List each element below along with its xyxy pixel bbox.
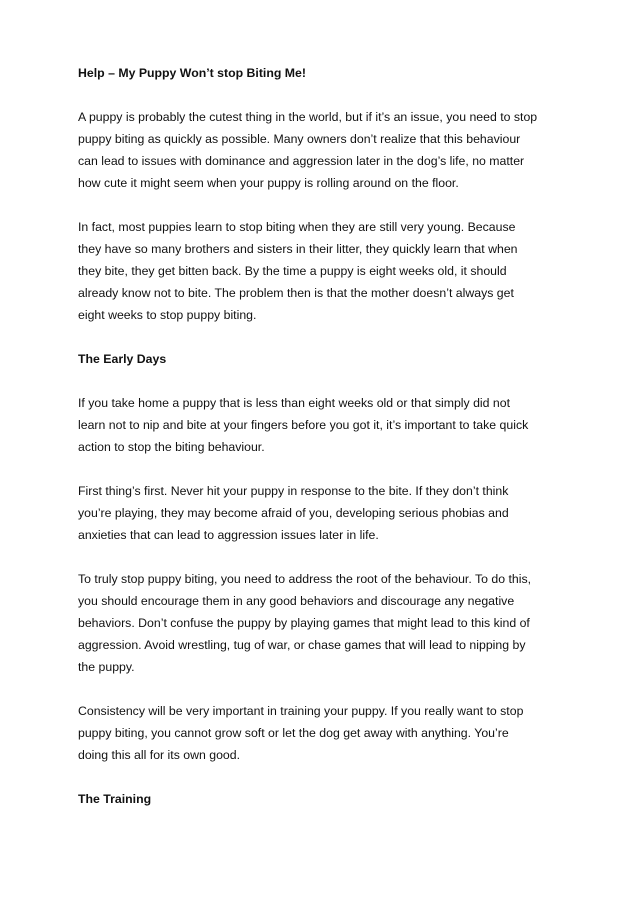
text-line: learn not to nip and bite at your fingers before you got it, it’s important to take quick: [78, 418, 529, 432]
text-line: To truly stop puppy biting, you need to address the root of the behaviour. To do this,: [78, 572, 532, 586]
text-line: already know not to bite. The problem then is that the mother doesn’t always get: [78, 286, 514, 300]
text-line: Consistency will be very important in training your puppy. If you really want to stop: [78, 704, 524, 718]
text-line: can lead to issues with dominance and aggression later in the dog’s life, no matter: [78, 154, 525, 168]
text-line: they bite, they get bitten back. By the time a puppy is eight weeks old, it should: [78, 264, 507, 278]
section-heading-early-days: The Early Days: [78, 352, 167, 366]
section-heading-training: The Training: [78, 792, 152, 806]
paragraph-consistency: [78, 700, 570, 766]
text-line: they have so many brothers and sisters in their litter, they quickly learn that when: [78, 242, 518, 256]
text-line: puppy biting, you cannot grow soft or let the dog get away with anything. You’re: [78, 726, 509, 740]
text-line: puppy biting as quickly as possible. Many owners don’t realize that this behaviour: [78, 132, 521, 146]
document-page: [78, 62, 570, 832]
text-line: First thing’s first. Never hit your puppy in response to the bite. If they don’t think: [78, 484, 509, 498]
text-line: you should encourage them in any good behaviors and discourage any negative: [78, 594, 515, 608]
paragraph-in-fact: [78, 216, 570, 326]
text-line: If you take home a puppy that is less than eight weeks old or that simply did not: [78, 396, 511, 410]
text-line: you’re playing, they may become afraid of you, developing serious phobias and: [78, 506, 509, 520]
paragraph-intro: [78, 106, 570, 194]
document-title: Help – My Puppy Won’t stop Biting Me!: [78, 66, 306, 80]
paragraph-root-behaviour: [78, 568, 570, 678]
paragraph-take-home: [78, 392, 570, 458]
text-line: eight weeks to stop puppy biting.: [78, 308, 257, 322]
paragraph-first-things: [78, 480, 570, 546]
text-line: A puppy is probably the cutest thing in the world, but if it’s an issue, you need to stop: [78, 110, 538, 124]
text-line: behaviors. Don’t confuse the puppy by playing games that might lead to this kind of: [78, 616, 530, 630]
text-line: how cute it might seem when your puppy is rolling around on the floor.: [78, 176, 459, 190]
text-line: action to stop the biting behaviour.: [78, 440, 265, 454]
text-line: the puppy.: [78, 660, 135, 674]
text-line: doing this all for its own good.: [78, 748, 241, 762]
text-line: anxieties that can lead to aggression issues later in life.: [78, 528, 379, 542]
text-line: In fact, most puppies learn to stop biting when they are still very young. Because: [78, 220, 516, 234]
text-line: aggression. Avoid wrestling, tug of war, or chase games that will lead to nipping by: [78, 638, 526, 652]
